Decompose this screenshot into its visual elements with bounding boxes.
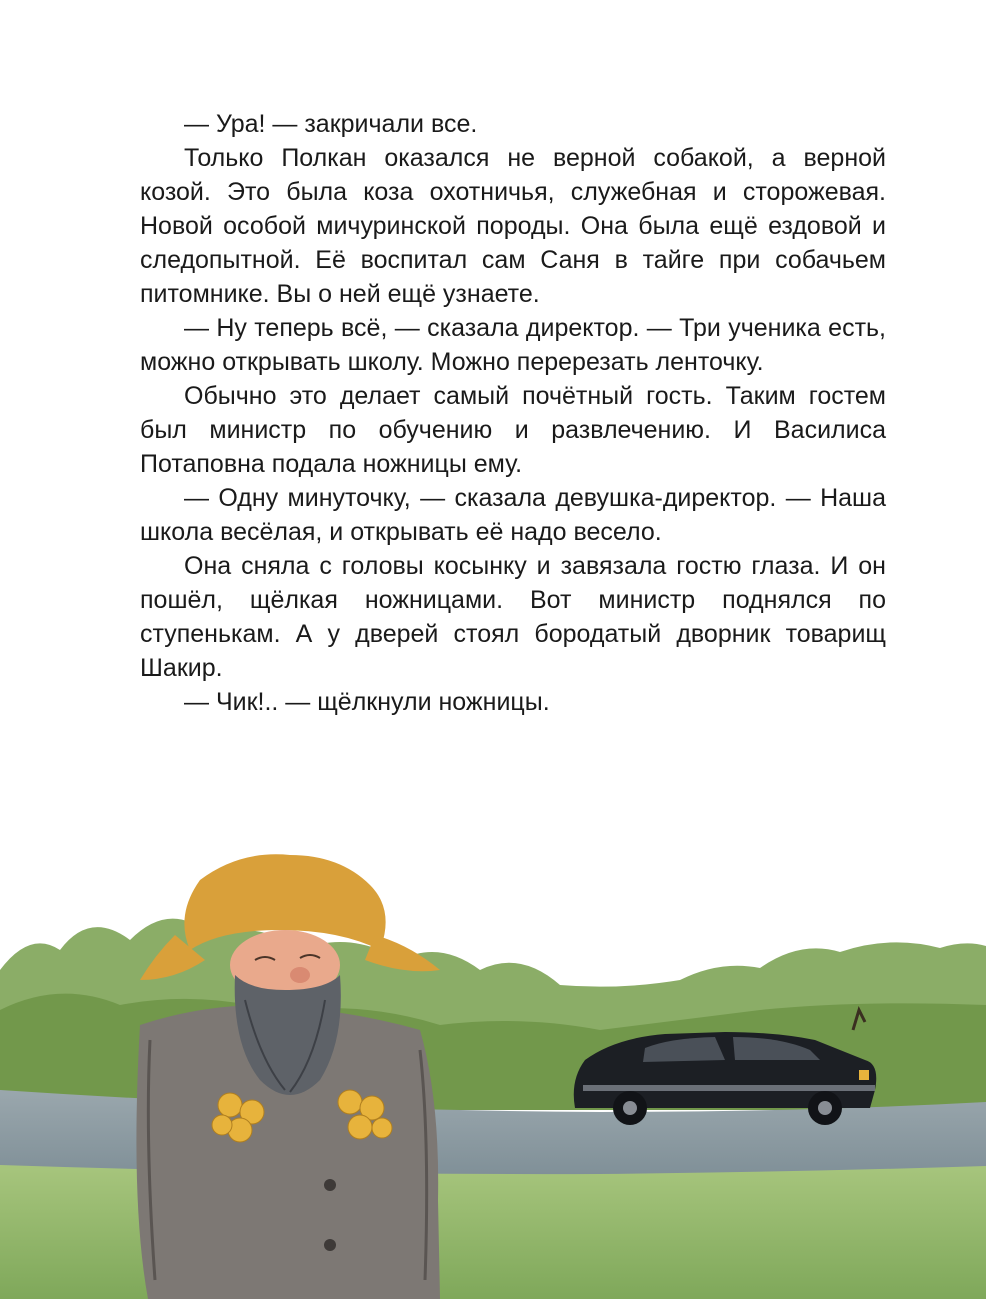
illustration-svg — [0, 840, 986, 1299]
paragraph-1: — Ура! — закричали все. — [184, 110, 478, 138]
paragraph-6: Она сняла с головы косынку и завязала гостю глаза. И он пошёл, щёлкая ножницами. Вот министр поднялся по ступенькам. А у дверей стоял бородатый дворник товарищ Шакир. — [140, 552, 886, 682]
paragraph-7: — Чик!.. — щёлкнули ножницы. — [184, 688, 550, 716]
story-text — [140, 107, 886, 719]
paragraph-5: — Одну минуточку, — сказала девушка-директор. — Наша школа весёлая, и открывать её надо весело. — [140, 484, 886, 546]
paragraph-2: Только Полкан оказался не верной собакой, а верной козой. Это была коза охотничья, служебная и сторожевая. Новой особой мичуринской породы. Она была ещё ездовой и следопытной. Её воспитал сам Саня в тайге при собачьем питомнике. Вы о ней ещё узнаете. — [140, 144, 886, 308]
paragraph-4: Обычно это делает самый почётный гость. Таким гостем был министр по обучению и развлечению. И Василиса Потаповна подала ножницы ему. — [140, 382, 886, 478]
paragraph-3: — Ну теперь всё, — сказала директор. — Три ученика есть, можно открывать школу. Можно перерезать ленточку. — [140, 314, 886, 376]
landscape-illustration — [0, 840, 986, 1299]
